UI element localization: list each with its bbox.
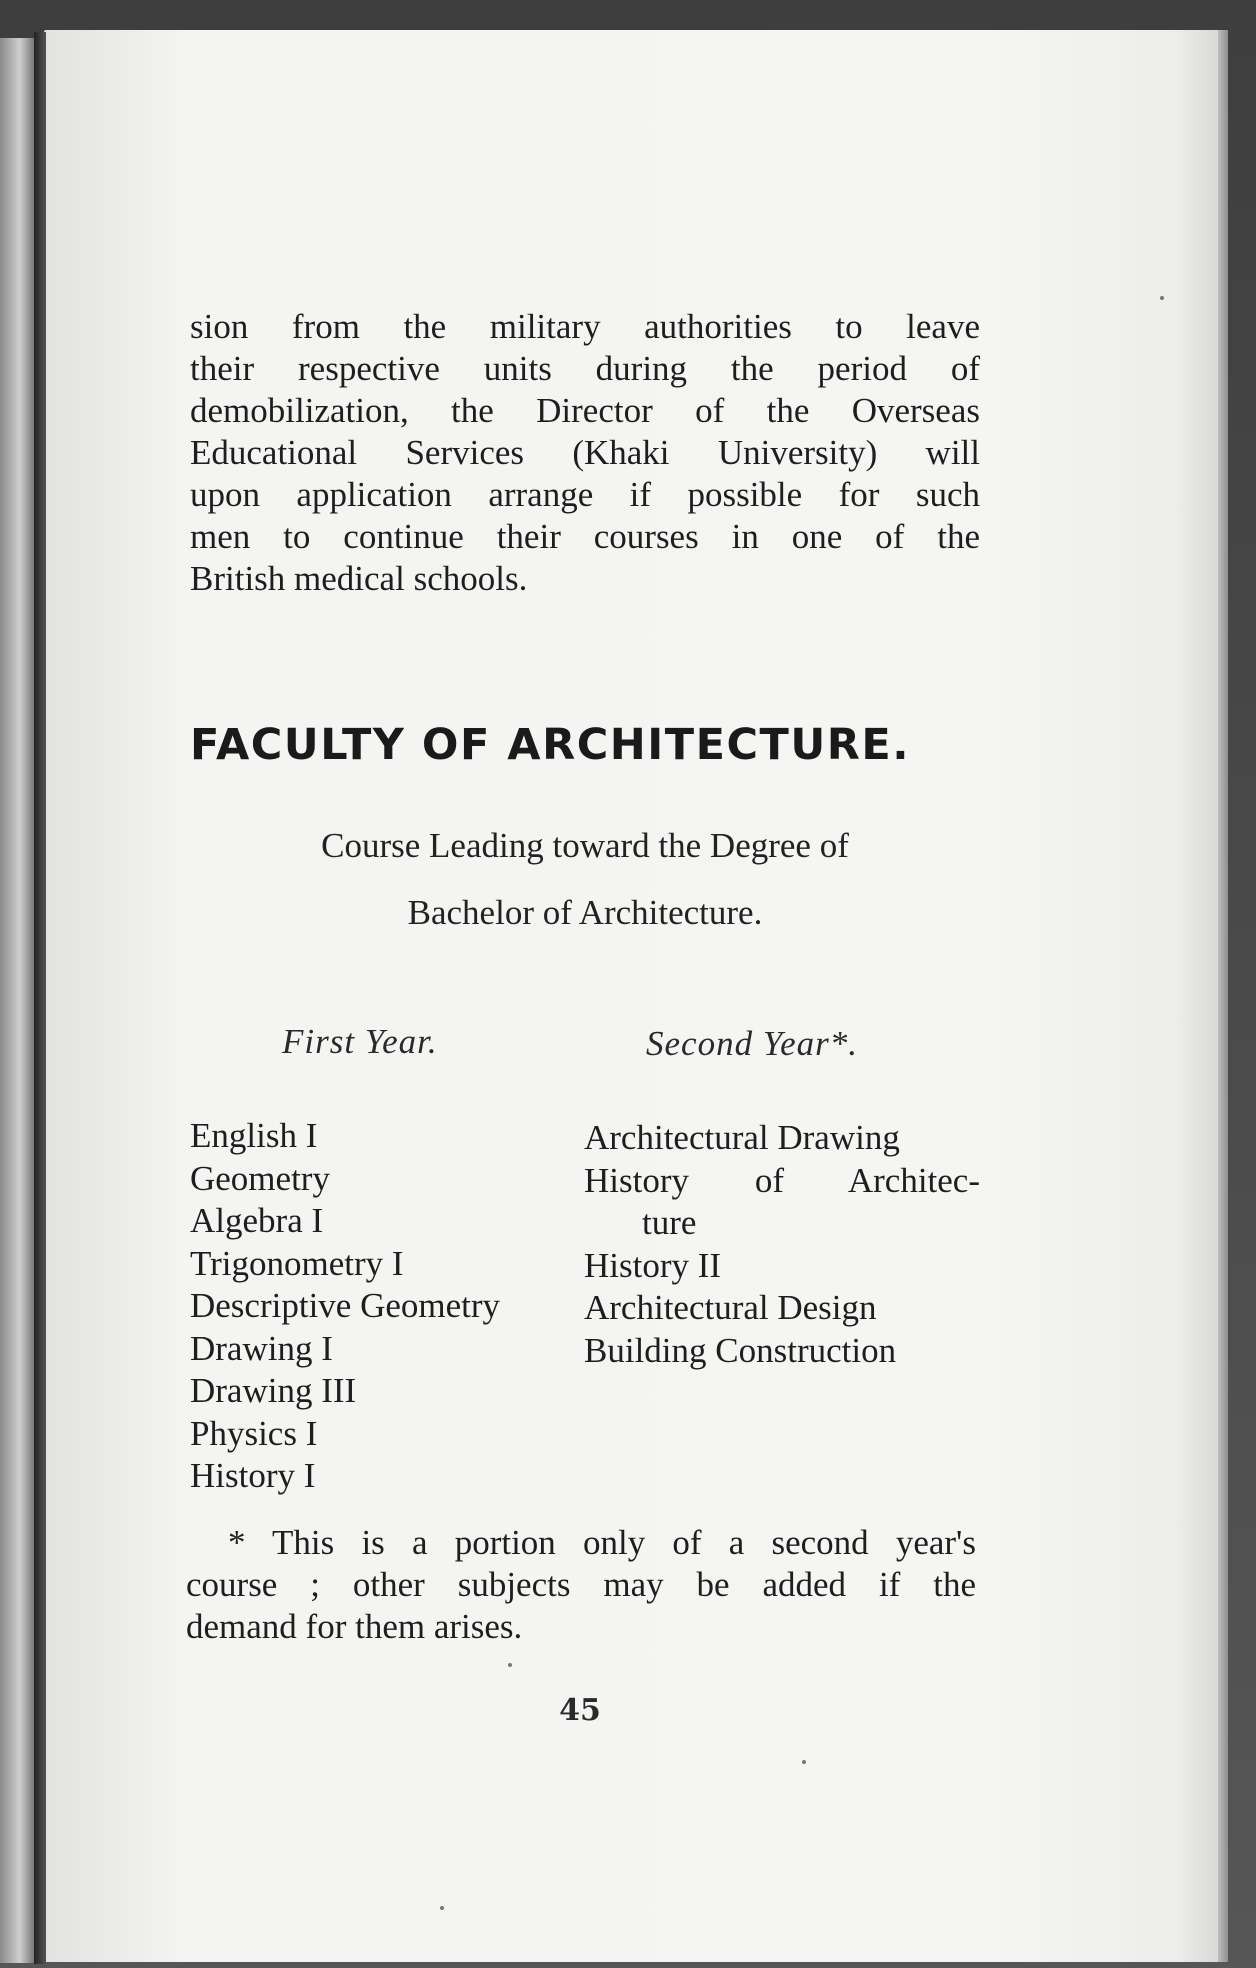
section-heading: FACULTY OF ARCHITECTURE. [190, 720, 911, 770]
subject-item: Trigonometry I [190, 1243, 404, 1283]
subject-item: Descriptive Geometry [190, 1286, 501, 1325]
subject-item: Architectural Design [584, 1288, 877, 1327]
page-right-edge [1218, 30, 1228, 1962]
body-line: their respective units during the period of [190, 349, 980, 388]
book-gutter [34, 32, 46, 1964]
second-year-subject-list [584, 1117, 980, 1372]
subject-item-continuation: ture [642, 1203, 697, 1242]
page-number: 45 [559, 1693, 601, 1728]
second-year-heading: Second Year*. [646, 1024, 858, 1063]
subject-item: Architectural Drawing [584, 1118, 900, 1157]
subject-item-text: History of Architec- [584, 1160, 980, 1200]
section-subtitle-line1: Course Leading toward the Degree of [321, 826, 849, 865]
subject-item: Drawing III [190, 1371, 357, 1410]
first-year-heading: First Year. [282, 1022, 438, 1061]
body-line: Educational Services (Khaki University) will [190, 433, 980, 472]
body-line: demobilization, the Director of the Overseas [190, 391, 980, 430]
section-subtitle-line2: Bachelor of Architecture. [407, 893, 763, 932]
scan-speck [508, 1663, 512, 1667]
body-line: upon application arrange if possible for such [190, 475, 980, 514]
body-paragraph [190, 306, 980, 600]
scan-speck [440, 1906, 444, 1910]
subject-item: Geometry [190, 1158, 330, 1198]
subject-item: History I [190, 1456, 316, 1495]
scan-speck [802, 1760, 806, 1764]
facing-page-edge [0, 38, 36, 1963]
subject-item [584, 1160, 980, 1203]
body-line: men to continue their courses in one of the [190, 517, 980, 556]
scan-speck [1160, 296, 1164, 300]
footnote [186, 1522, 976, 1648]
subject-item: Drawing I [190, 1328, 333, 1368]
subject-item: Building Construction [584, 1330, 897, 1370]
subject-item: Physics I [190, 1413, 318, 1453]
subject-item: History II [584, 1245, 722, 1285]
footnote-line: demand for them arises. [186, 1607, 523, 1646]
subject-item: English I [190, 1116, 318, 1155]
first-year-subject-list [190, 1115, 570, 1498]
footnote-line: * This is a portion only of a second year's [228, 1523, 976, 1562]
body-line: sion from the military authorities to leave [190, 307, 980, 346]
subject-item: Algebra I [190, 1201, 324, 1240]
body-line: British medical schools. [190, 559, 528, 598]
footnote-line: course ; other subjects may be added if the [186, 1565, 976, 1604]
